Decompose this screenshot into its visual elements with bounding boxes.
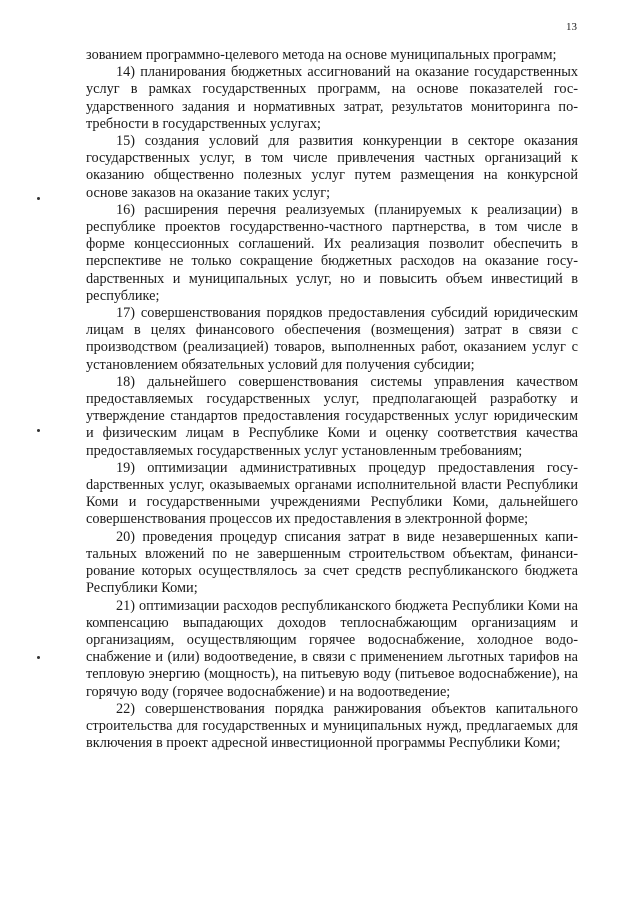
paragraph-continuation: зованием программно-целевого метода на основе муниципальных программ; — [86, 47, 557, 63]
list-item-14: 14) планирования бюджетных ассигнований на оказание государственных услуг в рамках государственных программ, на основе показателей государственного задания и нормативных затрат, результатов мониторинга потребности в государственных услугах; — [86, 64, 578, 132]
scan-mark — [37, 429, 40, 432]
page-number: 13 — [566, 21, 577, 33]
list-item-21: 21) оптимизации расходов республиканского бюджета Республики Коми на компенсацию выпадающих доходов теплоснабжающим организациям и организациям, осуществляющим горячее водоснабжение, холодное водоснабжение и (или) водоотведение, в связи с применением льготных тарифов на тепловую энергию (мощность), на питьевую воду (питьевое водоснабжение), на горячую воду (горячее водоснабжение) и на водоотведение; — [86, 597, 578, 700]
scan-mark — [37, 197, 40, 200]
list-item-20: 20) проведения процедур списания затрат в виде незавершенных капитальных вложений по не завершенным строительством объектам, финансирование которых осуществлялось за счет средств республиканского бюджета Республики Коми; — [86, 528, 578, 597]
list-item-22: 22) совершенствования порядка ранжирования объектов капитального строительства для государственных и муниципальных нужд, предлагаемых для включения в проект адресной инвестиционной программы Республики Коми; — [86, 700, 578, 752]
list-item-17: 17) совершенствования порядков предоставления субсидий юридическим лицам в целях финансового обеспечения (возмещения) затрат в связи с производством (реализацией) товаров, выполненных работ, оказанием услуг с установлением обязательных условий для получения субсидии; — [86, 305, 578, 373]
list-item-19: 19) оптимизации административных процедур предоставления госуdарственных услуг, оказываемых органами исполнительной власти Республики Коми и государственными учреждениями Республики Коми, дальнейшего совершенствования процессов их предоставления в электронной форме; — [86, 459, 578, 528]
list-item-15: 15) создания условий для развития конкуренции в секторе оказания государственных услуг, в том числе привлечения частных организаций к оказанию общественно полезных услуг путем размещения на конкурсной основе заказов на оказание таких услуг; — [86, 133, 578, 201]
list-item-18: 18) дальнейшего совершенствования системы управления качеством предоставляемых государственных услуг, предполагающей разработку и утверждение стандартов предоставления государственных услуг юридическим и физическим лицам в Республике Коми и оценку соответствия качества предоставляемых государственных услуг установленным требованиям; — [86, 373, 578, 459]
scan-mark — [37, 656, 40, 659]
document-body — [86, 47, 578, 752]
list-item-16: 16) расширения перечня реализуемых (планируемых к реализации) в республике проектов государственно-частного партнерства, в том числе в форме концессионных соглашений. Их реализация позволит обеспечить в перспективе не только сокращение бюджетных расходов на оказание госуdарственных и муниципальных услуг, но и повысить объем инвестиций в республике; — [86, 201, 578, 304]
